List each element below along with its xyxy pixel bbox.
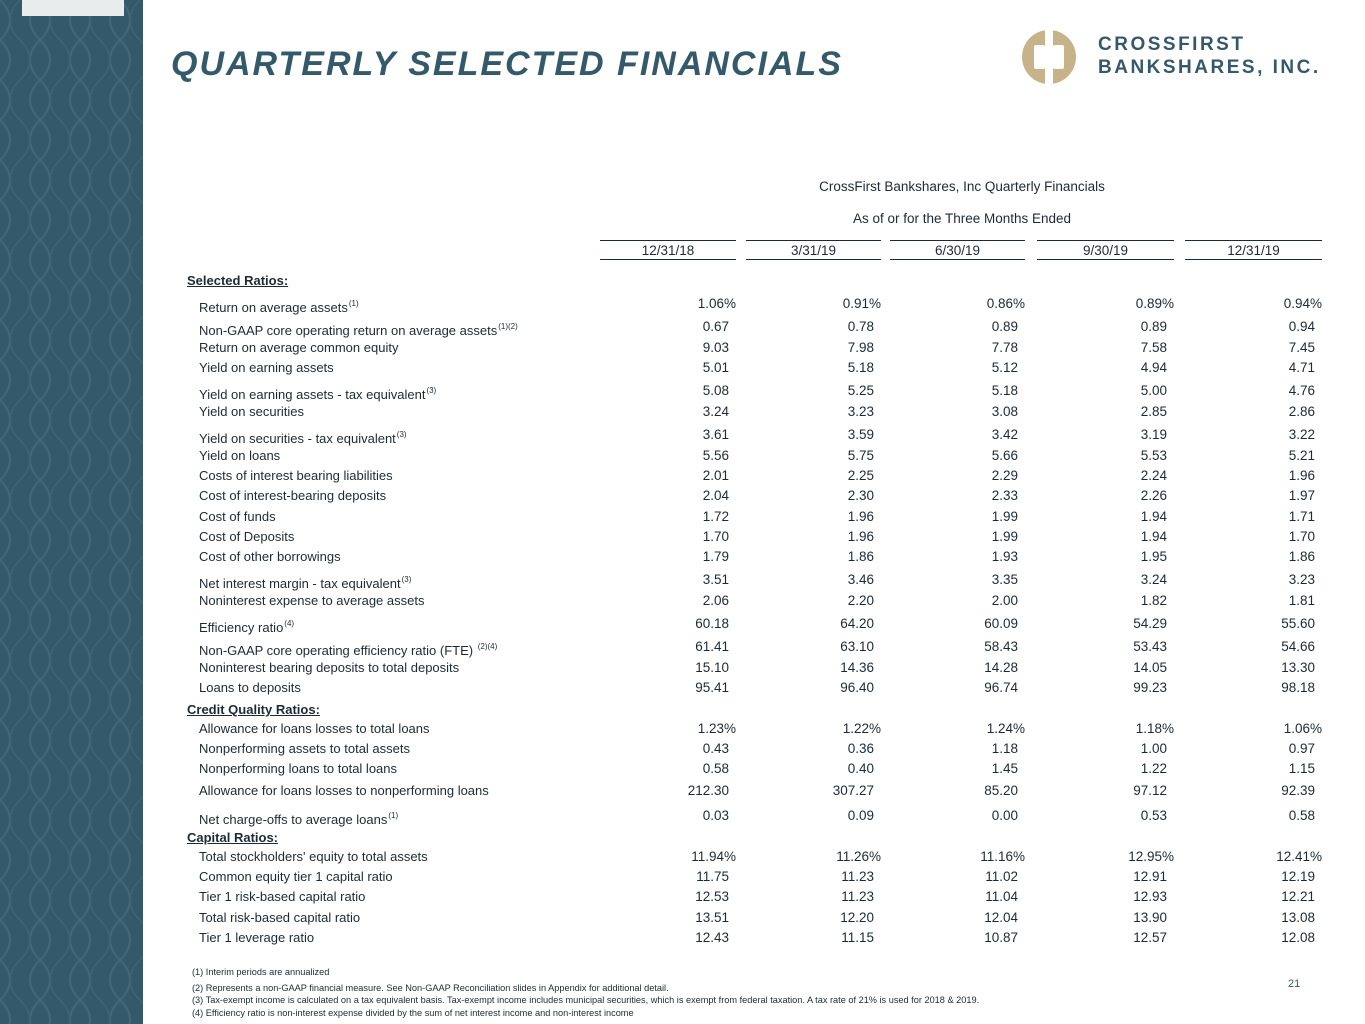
table-cell: 5.00 (1140, 383, 1167, 398)
table-cell: 11.23 (841, 869, 874, 884)
footnote: (4) Efficiency ratio is non-interest expense divided by the sum of net interest income and non-interest income (192, 1008, 634, 1018)
row-label (199, 619, 294, 635)
table-cell: 1.22% (842, 721, 881, 736)
footnote: (1) Interim periods are annualized (192, 967, 330, 977)
table-cell: 12.91 (1133, 869, 1167, 884)
table-cell: 1.71 (1288, 509, 1315, 524)
table-cell: 5.56 (702, 448, 729, 463)
table-cell: 4.76 (1288, 383, 1315, 398)
section-heading: Selected Ratios: (187, 273, 289, 288)
table-cell: 2.86 (1288, 404, 1315, 419)
row-label-text: Cost of Deposits (199, 529, 295, 544)
table-cell: 92.39 (1281, 783, 1315, 798)
row-label (199, 386, 436, 402)
row-label (199, 783, 489, 798)
table-cell: 1.94 (1140, 509, 1167, 524)
table-cell: 5.12 (991, 360, 1018, 375)
table-cell: 0.43 (702, 741, 729, 756)
table-cell: 12.19 (1281, 869, 1315, 884)
table-cell: 11.02 (985, 869, 1018, 884)
table-cell: 1.79 (702, 549, 729, 564)
row-label (199, 509, 276, 524)
table-cell: 1.95 (1140, 549, 1167, 564)
row-label (199, 360, 334, 375)
logo-line-2: BANKSHARES, INC. (1098, 57, 1321, 78)
table-cell: 60.09 (984, 616, 1018, 631)
table-cell: 97.12 (1133, 783, 1167, 798)
table-cell: 0.03 (702, 808, 729, 823)
sidebar-tab (22, 0, 124, 16)
row-label (199, 549, 341, 564)
table-cell: 12.04 (984, 910, 1018, 925)
table-cell: 54.66 (1281, 639, 1315, 654)
table-cell: 1.23% (697, 721, 736, 736)
table-cell: 2.04 (702, 488, 729, 503)
row-label-text: Cost of funds (199, 509, 276, 524)
row-label-text: Yield on earning assets - tax equivalent (199, 387, 426, 402)
row-label-text: Tier 1 leverage ratio (199, 930, 315, 945)
table-cell: 3.19 (1140, 427, 1167, 442)
row-label (199, 811, 398, 827)
table-cell: 11.75 (696, 869, 729, 884)
table-cell: 4.94 (1140, 360, 1167, 375)
table-cell: 1.97 (1288, 488, 1315, 503)
row-label (199, 404, 304, 419)
table-cell: 1.81 (1288, 593, 1315, 608)
table-cell: 0.94 (1288, 319, 1315, 334)
row-label-text: Net charge-offs to average loans (199, 812, 388, 827)
row-label (199, 761, 397, 776)
table-cell: 1.72 (702, 509, 729, 524)
table-cell: 12.20 (840, 910, 874, 925)
row-label (199, 488, 386, 503)
table-cell: 5.75 (847, 448, 874, 463)
row-label-text: Yield on securities - tax equivalent (199, 431, 396, 446)
row-label (199, 575, 411, 591)
table-cell: 7.98 (847, 340, 874, 355)
footnote-marker: (3) (401, 575, 412, 584)
footnote-marker: (2)(4) (477, 642, 498, 651)
lattice-pattern (0, 0, 143, 1024)
table-cell: 55.60 (1281, 616, 1315, 631)
table-subtitle: As of or for the Three Months Ended (852, 211, 1072, 226)
decorative-sidebar (0, 0, 143, 1024)
table-cell: 0.86% (986, 296, 1025, 311)
table-cell: 2.33 (991, 488, 1018, 503)
table-cell: 0.58 (1288, 808, 1315, 823)
row-label (199, 529, 294, 544)
footnote-marker: (3) (396, 430, 407, 439)
table-cell: 5.18 (991, 383, 1018, 398)
footnote: (3) Tax-exempt income is calculated on a tax equivalent basis. Tax-exempt income includes municipal securities, which is exempt from federal taxation. A tax rate of 21% is used for 2018 & 2019. (192, 995, 980, 1005)
table-cell: 12.43 (695, 930, 729, 945)
table-cell: 60.18 (695, 616, 729, 631)
table-cell: 3.51 (702, 572, 729, 587)
row-label (199, 889, 365, 904)
table-cell: 3.08 (991, 404, 1018, 419)
table-cell: 3.22 (1288, 427, 1315, 442)
table-cell: 2.85 (1140, 404, 1167, 419)
table-cell: 4.71 (1288, 360, 1315, 375)
table-cell: 1.86 (847, 549, 874, 564)
table-cell: 53.43 (1133, 639, 1167, 654)
table-cell: 3.23 (847, 404, 874, 419)
table-cell: 0.36 (847, 741, 874, 756)
table-cell: 1.70 (702, 529, 729, 544)
crossfirst-logo-icon (1020, 28, 1078, 86)
table-cell: 3.23 (1288, 572, 1315, 587)
table-cell: 7.78 (991, 340, 1018, 355)
table-cell: 0.94% (1283, 296, 1322, 311)
row-label-text: Yield on earning assets (199, 360, 334, 375)
row-label-text: Common equity tier 1 capital ratio (199, 869, 393, 884)
table-cell: 98.18 (1281, 680, 1315, 695)
table-cell: 1.99 (991, 509, 1018, 524)
row-label-text: Noninterest bearing deposits to total deposits (199, 660, 460, 675)
row-label (199, 660, 459, 675)
table-cell: 13.30 (1281, 660, 1315, 675)
row-label (199, 448, 280, 463)
section-heading: Capital Ratios: (187, 830, 279, 845)
row-label-text: Efficiency ratio (199, 620, 284, 635)
table-cell: 1.86 (1288, 549, 1315, 564)
column-header: 9/30/19 (1037, 240, 1174, 260)
table-cell: 1.70 (1288, 529, 1315, 544)
company-logo (1020, 28, 1350, 86)
table-cell: 11.15 (841, 930, 874, 945)
column-header: 3/31/19 (746, 240, 881, 260)
table-cell: 1.94 (1140, 529, 1167, 544)
table-cell: 3.24 (702, 404, 729, 419)
table-cell: 99.23 (1133, 680, 1167, 695)
table-cell: 13.08 (1281, 910, 1315, 925)
row-label (199, 340, 398, 355)
table-cell: 2.00 (991, 593, 1018, 608)
row-label-text: Yield on loans (199, 448, 281, 463)
column-header: 6/30/19 (890, 240, 1025, 260)
table-cell: 2.01 (702, 468, 729, 483)
table-cell: 11.04 (985, 889, 1018, 904)
table-cell: 14.28 (984, 660, 1018, 675)
table-cell: 63.10 (840, 639, 874, 654)
table-cell: 7.45 (1288, 340, 1315, 355)
row-label-text: Total stockholders' equity to total assets (199, 849, 428, 864)
table-cell: 85.20 (984, 783, 1018, 798)
row-label-text: Cost of interest-bearing deposits (199, 488, 387, 503)
table-cell: 96.74 (984, 680, 1018, 695)
row-label (199, 468, 393, 483)
table-cell: 1.24% (986, 721, 1025, 736)
table-cell: 12.93 (1133, 889, 1167, 904)
table-cell: 0.97 (1288, 741, 1315, 756)
table-cell: 58.43 (984, 639, 1018, 654)
table-cell: 1.99 (991, 529, 1018, 544)
table-cell: 1.93 (991, 549, 1018, 564)
table-cell: 11.16% (980, 849, 1025, 864)
footnote: (2) Represents a non-GAAP financial measure. See Non-GAAP Reconciliation slides in Appendix for additional detail. (192, 983, 669, 993)
footnote-marker: (1) (348, 299, 359, 308)
table-cell: 1.22 (1140, 761, 1167, 776)
table-cell: 307.27 (832, 783, 874, 798)
row-label-text: Cost of other borrowings (199, 549, 341, 564)
row-label (199, 849, 428, 864)
row-label-text: Nonperforming loans to total loans (199, 761, 398, 776)
table-cell: 0.40 (847, 761, 874, 776)
section-heading: Credit Quality Ratios: (187, 702, 320, 717)
row-label-text: Return on average common equity (199, 340, 399, 355)
page-number: 21 (1288, 978, 1301, 990)
row-label (199, 593, 424, 608)
table-cell: 12.57 (1133, 930, 1167, 945)
table-cell: 11.23 (841, 889, 874, 904)
table-cell: 1.06% (1283, 721, 1322, 736)
table-cell: 11.94% (691, 849, 736, 864)
table-cell: 2.20 (847, 593, 874, 608)
table-cell: 5.21 (1288, 448, 1315, 463)
row-label (199, 910, 360, 925)
table-cell: 95.41 (695, 680, 729, 695)
table-cell: 7.58 (1140, 340, 1167, 355)
row-label-text: Non-GAAP core operating return on average assets (199, 323, 498, 338)
logo-line-1: CROSSFIRST (1098, 34, 1246, 55)
table-cell: 2.25 (847, 468, 874, 483)
table-cell: 5.01 (702, 360, 729, 375)
table-cell: 12.41% (1276, 849, 1322, 864)
row-label-text: Loans to deposits (199, 680, 301, 695)
table-cell: 3.35 (991, 572, 1018, 587)
row-label (199, 299, 359, 315)
table-cell: 5.08 (702, 383, 729, 398)
table-cell: 1.00 (1140, 741, 1167, 756)
table-cell: 2.30 (847, 488, 874, 503)
table-cell: 3.61 (702, 427, 729, 442)
table-cell: 12.08 (1281, 930, 1315, 945)
row-label (199, 869, 393, 884)
footnote-marker: (1)(2) (498, 322, 518, 331)
table-cell: 1.18% (1135, 721, 1174, 736)
table-cell: 0.53 (1140, 808, 1167, 823)
table-cell: 1.06% (697, 296, 736, 311)
table-cell: 1.96 (847, 509, 874, 524)
row-label-text: Total risk-based capital ratio (199, 910, 361, 925)
table-cell: 0.67 (702, 319, 729, 334)
table-cell: 1.45 (991, 761, 1018, 776)
table-cell: 0.89 (991, 319, 1018, 334)
table-cell: 0.89 (1140, 319, 1167, 334)
table-cell: 2.06 (702, 593, 729, 608)
table-cell: 14.36 (840, 660, 874, 675)
table-cell: 13.90 (1133, 910, 1167, 925)
row-label (199, 721, 430, 736)
table-cell: 64.20 (840, 616, 874, 631)
table-cell: 9.03 (702, 340, 729, 355)
row-label-text: Tier 1 risk-based capital ratio (199, 889, 366, 904)
table-cell: 3.42 (991, 427, 1018, 442)
row-label-text: Yield on securities (199, 404, 305, 419)
row-label (199, 322, 518, 338)
table-cell: 3.24 (1140, 572, 1167, 587)
table-cell: 3.46 (847, 572, 874, 587)
table-cell: 61.41 (695, 639, 729, 654)
table-cell: 0.91% (842, 296, 881, 311)
table-cell: 1.96 (1288, 468, 1315, 483)
row-label (199, 430, 407, 446)
row-label-text: Nonperforming assets to total assets (199, 741, 410, 756)
table-cell: 15.10 (695, 660, 729, 675)
row-label (199, 680, 301, 695)
table-cell: 5.25 (847, 383, 874, 398)
table-title: CrossFirst Bankshares, Inc Quarterly Financials (819, 179, 1105, 194)
table-cell: 13.51 (695, 910, 729, 925)
table-cell: 96.40 (840, 680, 874, 695)
table-cell: 2.29 (991, 468, 1018, 483)
row-label-text: Allowance for loans losses to nonperforming loans (199, 783, 489, 798)
row-label-text: Noninterest expense to average assets (199, 593, 425, 608)
table-cell: 0.00 (991, 808, 1018, 823)
footnote-marker: (3) (426, 386, 437, 395)
table-cell: 2.24 (1140, 468, 1167, 483)
table-cell: 1.15 (1288, 761, 1315, 776)
table-cell: 12.21 (1281, 889, 1315, 904)
row-label-text: Allowance for loans losses to total loans (199, 721, 430, 736)
row-label (199, 642, 497, 658)
table-cell: 5.66 (991, 448, 1018, 463)
row-label-text: Costs of interest bearing liabilities (199, 468, 393, 483)
table-cell: 2.26 (1140, 488, 1167, 503)
row-label-text: Return on average assets (199, 300, 348, 315)
table-cell: 54.29 (1133, 616, 1167, 631)
table-cell: 3.59 (847, 427, 874, 442)
table-cell: 5.18 (847, 360, 874, 375)
table-cell: 11.26% (836, 849, 881, 864)
table-cell: 10.87 (984, 930, 1018, 945)
row-label-text: Net interest margin - tax equivalent (199, 576, 401, 591)
table-cell: 212.30 (687, 783, 729, 798)
row-label-text: Non-GAAP core operating efficiency ratio (FTE) (199, 643, 477, 658)
table-cell: 0.78 (847, 319, 874, 334)
table-cell: 0.89% (1135, 296, 1174, 311)
table-cell: 12.53 (695, 889, 729, 904)
page-title: QUARTERLY SELECTED FINANCIALS (171, 45, 843, 83)
table-cell: 1.82 (1140, 593, 1167, 608)
column-header: 12/31/18 (600, 240, 736, 260)
row-label (199, 930, 314, 945)
column-header: 12/31/19 (1185, 240, 1322, 260)
row-label (199, 741, 410, 756)
table-cell: 12.95% (1128, 849, 1174, 864)
table-cell: 0.58 (702, 761, 729, 776)
table-cell: 5.53 (1140, 448, 1167, 463)
table-cell: 0.09 (847, 808, 874, 823)
table-cell: 1.96 (847, 529, 874, 544)
footnote-marker: (1) (388, 811, 399, 820)
table-cell: 1.18 (991, 741, 1018, 756)
table-cell: 14.05 (1133, 660, 1167, 675)
footnote-marker: (4) (284, 619, 295, 628)
